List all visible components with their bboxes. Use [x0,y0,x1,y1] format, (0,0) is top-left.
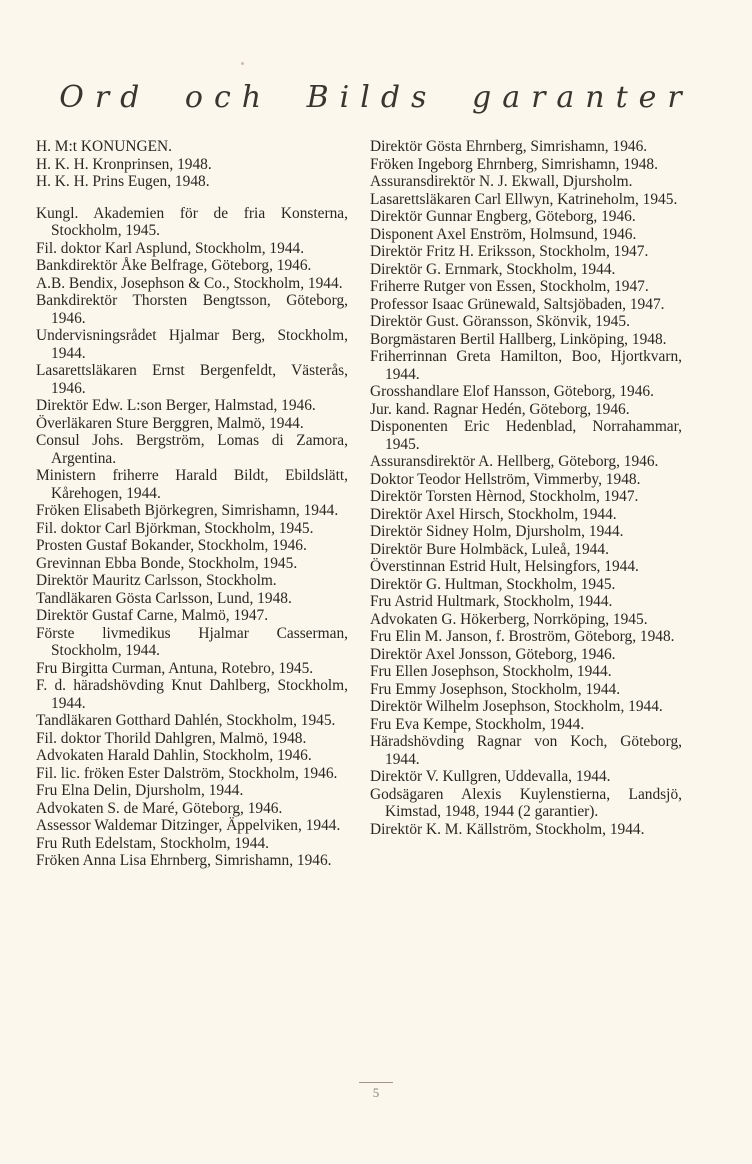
list-item: Fil. doktor Karl Asplund, Stockholm, 1944. [36,239,305,257]
list-item: H. K. H. Prins Eugen, 1948. [36,173,210,190]
list-item: Assuransdirektör N. J. Ekwall, Djursholm. [370,173,633,190]
list-item: Fil. lic. fröken Ester Dalström, Stockholm, 1946. [36,764,338,782]
list-item: Fru Elin M. Janson, f. Broström, Göteborg, 1948. [370,628,675,645]
list-item: Direktör Axel Hirsch, Stockholm, 1944. [370,505,617,523]
list-item: Direktör Sidney Holm, Djursholm, 1944. [370,523,624,540]
list-item: Direktör K. M. Källström, Stockholm, 1944. [370,820,645,838]
list-item: Direktör Gust. Göransson, Skönvik, 1945. [370,313,630,330]
list-item: Fru Elna Delin, Djursholm, 1944. [36,782,244,799]
list-item: Förste livmedikus Hjalmar Casserman, Stockholm, 1944. [36,624,348,659]
list-item: Bankdirektör Åke Belfrage, Göteborg, 1946. [36,257,312,274]
page-number-rule [359,1082,393,1083]
list-item: Bankdirektör Thorsten Bengtsson, Göteborg, 1946. [36,292,348,327]
list-item: Häradshövding Ragnar von Koch, Göteborg, 1944. [370,733,682,768]
page-title: Ord och Bilds garanter [59,80,693,115]
decorative-dot [241,62,244,65]
list-item: Advokaten Harald Dahlin, Stockholm, 1946. [36,747,312,764]
list-item: Kungl. Akademien för de fria Konsterna, Stockholm, 1945. [36,204,348,239]
list-item: Direktör Gunnar Engberg, Göteborg, 1946. [370,208,636,225]
list-item: Direktör Wilhelm Josephson, Stockholm, 1944. [370,698,663,715]
list-item: Borgmästaren Bertil Hallberg, Linköping, 1948. [370,330,667,348]
right-column [370,138,682,838]
list-item: Fröken Ingeborg Ehrnberg, Simrishamn, 1948. [370,155,658,173]
list-item: Direktör Torsten Hèrnod, Stockholm, 1947. [370,488,639,505]
list-item: F. d. häradshövding Knut Dahlberg, Stockholm, 1944. [36,677,348,712]
list-item: Direktör Mauritz Carlsson, Stockholm. [36,572,277,589]
list-item: Disponenten Eric Hedenblad, Norrahammar, 1945. [370,418,682,453]
list-item: Assuransdirektör A. Hellberg, Göteborg, 1946. [370,453,659,470]
list-item: Direktör G. Hultman, Stockholm, 1945. [370,575,616,593]
list-item: Direktör V. Kullgren, Uddevalla, 1944. [370,768,611,785]
list-item: Fru Birgitta Curman, Antuna, Rotebro, 1945. [36,659,314,677]
list-item: Fröken Anna Lisa Ehrnberg, Simrishamn, 1946. [36,852,332,869]
list-item: Överstinnan Estrid Hult, Helsingfors, 1944. [370,558,639,575]
list-item: Fru Eva Kempe, Stockholm, 1944. [370,715,585,733]
list-item: Direktör Bure Holmbäck, Luleå, 1944. [370,540,609,558]
list-item: Grosshandlare Elof Hansson, Göteborg, 1946. [370,383,654,400]
list-item: Friherre Rutger von Essen, Stockholm, 1947. [370,278,649,295]
list-item: H. M:t KONUNGEN. [36,138,172,155]
list-item: Ministern friherre Harald Bildt, Ebildslätt, Kårehogen, 1944. [36,467,348,502]
list-item: Assessor Waldemar Ditzinger, Äppelviken, 1944. [36,817,341,834]
list-item: Jur. kand. Ragnar Hedén, Göteborg, 1946. [370,400,630,418]
list-item: Direktör Axel Jonsson, Göteborg, 1946. [370,645,616,663]
list-item: Undervisningsrådet Hjalmar Berg, Stockholm, 1944. [36,327,348,362]
list-item: Fil. doktor Thorild Dahlgren, Malmö, 1948. [36,729,307,747]
list-item: A.B. Bendix, Josephson & Co., Stockholm, 1944. [36,274,343,292]
list-item: Advokaten S. de Maré, Göteborg, 1946. [36,799,283,817]
list-item: Advokaten G. Hökerberg, Norrköping, 1945. [370,610,648,628]
list-item: Fru Astrid Hultmark, Stockholm, 1944. [370,593,613,610]
list-item: Fru Emmy Josephson, Stockholm, 1944. [370,680,621,698]
list-item: Tandläkaren Gösta Carlsson, Lund, 1948. [36,589,292,607]
list-item: Disponent Axel Enström, Holmsund, 1946. [370,225,637,243]
list-item: Direktör Gustaf Carne, Malmö, 1947. [36,607,269,624]
list-item: Professor Isaac Grünewald, Saltsjöbaden, 1947. [370,295,665,313]
list-item: Prosten Gustaf Bokander, Stockholm, 1946. [36,537,307,554]
page-number [0,1082,752,1101]
list-item: Direktör Gösta Ehrnberg, Simrishamn, 1946. [370,138,648,155]
list-item: Fröken Elisabeth Björkegren, Simrishamn, 1944. [36,502,339,519]
list-item: Direktör G. Ernmark, Stockholm, 1944. [370,260,616,278]
list-item: Fru Ellen Josephson, Stockholm, 1944. [370,663,612,680]
list-item: Direktör Fritz H. Eriksson, Stockholm, 1947. [370,243,649,260]
left-column [36,138,348,870]
list-item: Tandläkaren Gotthard Dahlén, Stockholm, 1945. [36,712,336,729]
list-item: Grevinnan Ebba Bonde, Stockholm, 1945. [36,554,298,572]
list-item: Fru Ruth Edelstam, Stockholm, 1944. [36,834,269,852]
list-item: Fil. doktor Carl Björkman, Stockholm, 1945. [36,519,314,537]
list-item: Lasarettsläkaren Carl Ellwyn, Katrineholm, 1945. [370,190,678,208]
list-item: Consul Johs. Bergström, Lomas di Zamora, Argentina. [36,432,348,467]
page-number-text: 5 [372,1085,380,1100]
list-item: Friherrinnan Greta Hamilton, Boo, Hjortkvarn, 1944. [370,348,682,383]
list-item: Överläkaren Sture Berggren, Malmö, 1944. [36,414,304,432]
list-item: Lasarettsläkaren Ernst Bergenfeldt, Västerås, 1946. [36,362,348,397]
list-item: Godsägaren Alexis Kuylenstierna, Landsjö, Kimstad, 1948, 1944 (2 garantier). [370,785,682,820]
list-item: Doktor Teodor Hellström, Vimmerby, 1948. [370,470,641,488]
list-item: H. K. H. Kronprinsen, 1948. [36,155,212,173]
list-item: Direktör Edw. L:son Berger, Halmstad, 1946. [36,397,316,414]
